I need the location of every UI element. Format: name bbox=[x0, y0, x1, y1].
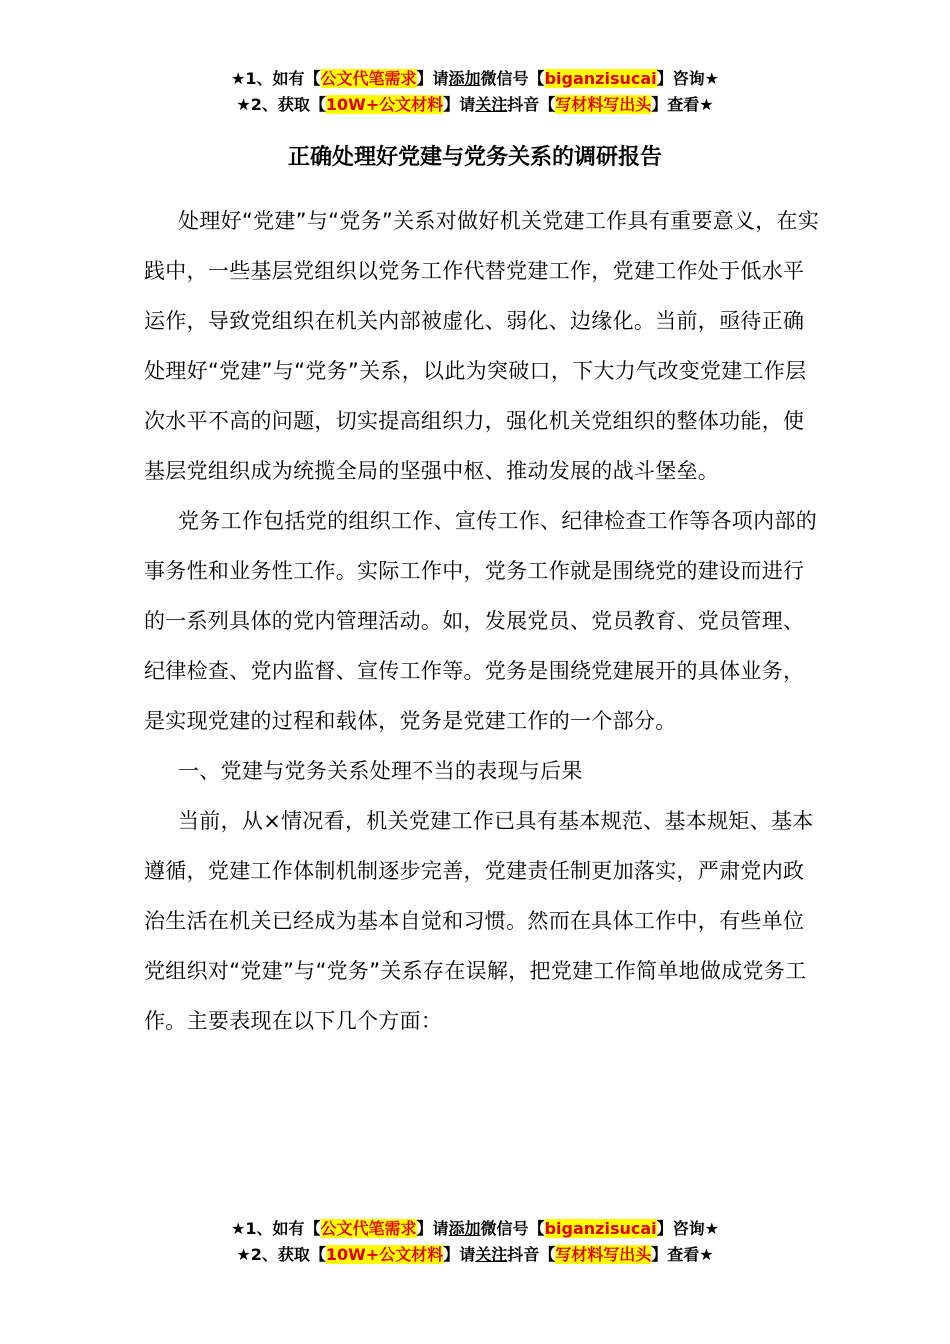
banner-highlight: 10W+公文材料 bbox=[325, 95, 444, 114]
banner-line-2: ★2、获取【10W+公文材料】请关注抖音【写材料写出头】查看★ bbox=[236, 1245, 714, 1264]
paragraph: 当前，从×情况看，机关党建工作已具有基本规范、基本规矩、基本遵循，党建工作体制机制逐步完善，党建责任制更加落实，严肃党内政治生活在机关已经成为基本自觉和习惯。然而在具体工作中，有些单位党组织对“党建”与“党务”关系存在误解，把党建工作简单地做成党务工作。主要表现在以下几个方面： bbox=[144, 809, 814, 1033]
banner-highlight: 公文代笔需求 bbox=[320, 69, 417, 88]
paragraph: 处理好“党建”与“党务”关系对做好机关党建工作具有重要意义，在实践中，一些基层党组织以党务工作代替党建工作，党建工作处于低水平运作，导致党组织在机关内部被虚化、弱化、边缘化。当前，亟待正确处理好“党建”与“党务”关系，以此为突破口，下大力气改变党建工作层次水平不高的问题，切实提高组织力，强化机关党组织的整体功能，使基层党组织成为统揽全局的坚强中枢、推动发展的战斗堡垒。 bbox=[144, 209, 820, 483]
section-heading: 一、党建与党务关系处理不当的表现与后果 bbox=[178, 759, 583, 783]
banner-highlight: 写材料写出头 bbox=[555, 95, 652, 114]
footer-banner bbox=[0, 1216, 950, 1268]
banner-highlight: biganzisucai bbox=[544, 1219, 657, 1238]
banner-highlight: 写材料写出头 bbox=[555, 1245, 652, 1264]
header-banner bbox=[0, 66, 950, 118]
document-title: 正确处理好党建与党务关系的调研报告 bbox=[287, 145, 662, 170]
banner-highlight: 10W+公文材料 bbox=[325, 1245, 444, 1264]
banner-line-1: ★1、如有【公文代笔需求】请添加微信号【biganzisucai】咨询★ bbox=[231, 1219, 719, 1238]
banner-line-1: ★1、如有【公文代笔需求】请添加微信号【biganzisucai】咨询★ bbox=[231, 69, 719, 88]
document-body bbox=[144, 196, 824, 1046]
banner-highlight: 公文代笔需求 bbox=[320, 1219, 417, 1238]
banner-highlight: biganzisucai bbox=[544, 69, 657, 88]
paragraph: 党务工作包括党的组织工作、宣传工作、纪律检查工作等各项内部的事务性和业务性工作。实际工作中，党务工作就是围绕党的建设而进行的一系列具体的党内管理活动。如，发展党员、党员教育、党员管理、纪律检查、党内监督、宣传工作等。党务是围绕党建展开的具体业务，是实现党建的过程和载体，党务是党建工作的一个部分。 bbox=[144, 509, 817, 733]
banner-line-2: ★2、获取【10W+公文材料】请关注抖音【写材料写出头】查看★ bbox=[236, 95, 714, 114]
